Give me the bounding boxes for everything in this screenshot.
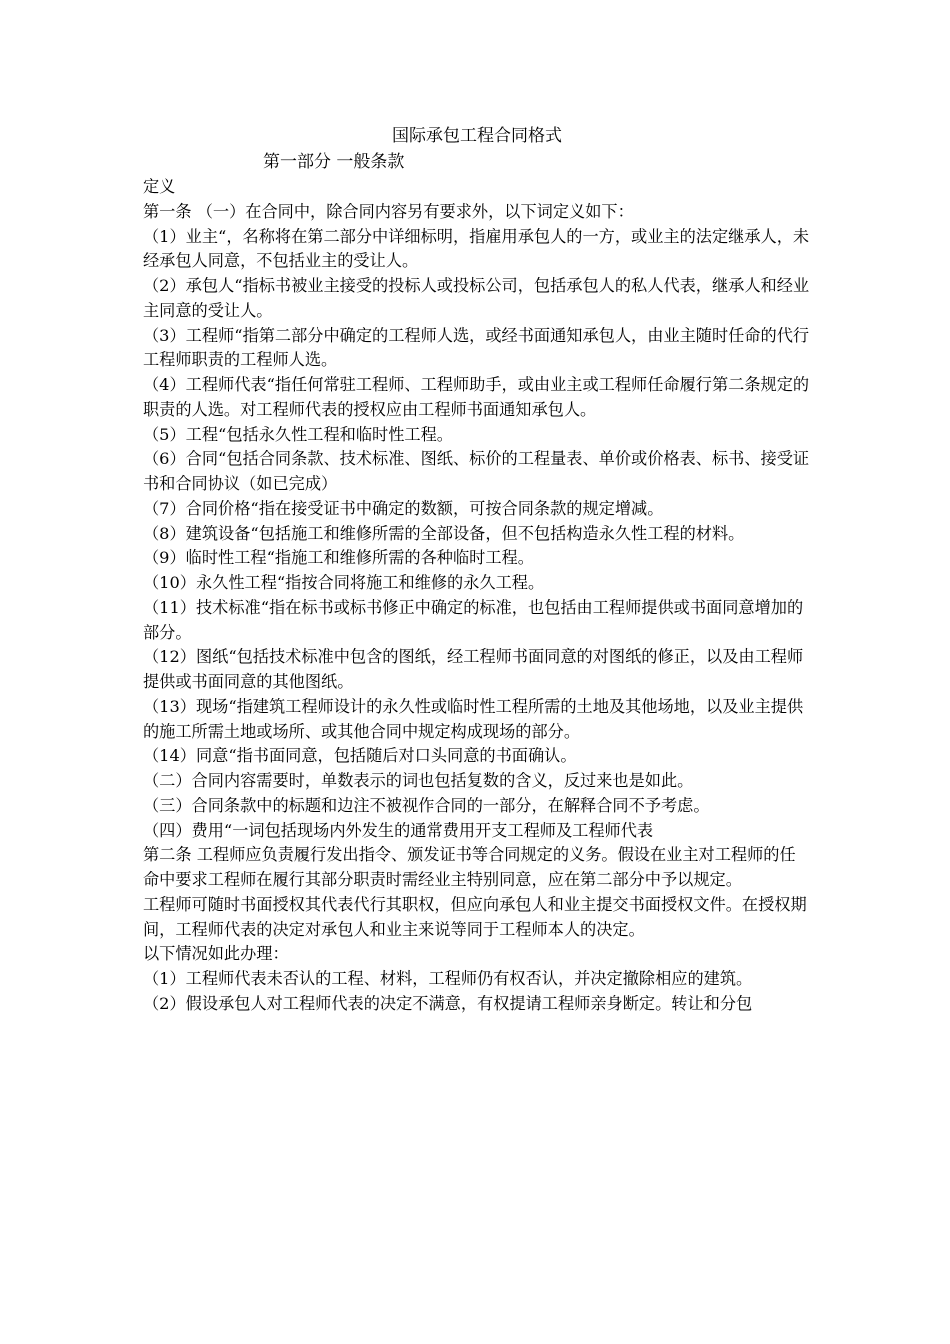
definition-temporary-works: （9）临时性工程“指施工和维修所需的各种临时工程。 — [143, 548, 534, 568]
definition-equipment: （8）建筑设备“包括施工和维修所需的全部设备，但不包括构造永久性工程的材料。 — [143, 523, 745, 543]
document-title: 国际承包工程合同格式 — [392, 126, 562, 146]
clause-headings: （三）合同条款中的标题和边注不被视作合同的一部分，在解释合同不予考虑。 — [143, 795, 710, 815]
clause-costs: （四）费用“一词包括现场内外发生的通常费用开支工程师及工程师代表 — [143, 820, 654, 840]
definition-permanent-works: （10）永久性工程“指按合同将施工和维修的永久工程。 — [143, 573, 545, 592]
definition-contract-price: （7）合同价格“指在接受证书中确定的数额，可按合同条款的规定增减。 — [143, 498, 664, 518]
definition-engineer: （3）工程师“指第二部分中确定的工程师人选，或经书面通知承包人，由业主随时任命的代行工程师职责的工程师人选。 — [143, 325, 810, 370]
definition-specification: （11）技术标准“指在标书或标书修正中确定的标准，也包括由工程师提供或书面同意增加的部分。 — [143, 597, 804, 642]
article-2: 第二条 工程师应负责履行发出指令、颁发证书等合同规定的义务。假设在业主对工程师的任命中要求工程师在履行其部分职责时需经业主特别同意，应在第二部分中予以规定。 — [143, 845, 796, 889]
article-2-delegation: 工程师可随时书面授权其代表代行其职权，但应向承包人和业主提交书面授权文件。在授权期间，工程师代表的决定对承包人和业主来说等同于工程师本人的决定。 — [143, 894, 807, 939]
article-2-procedure-heading: 以下情况如此办理： — [143, 944, 289, 964]
definition-works: （5）工程“包括永久性工程和临时性工程。 — [143, 424, 453, 444]
clause-singular-plural: （二）合同内容需要时，单数表示的词也包括复数的含义，反过来也是如此。 — [143, 771, 694, 790]
article-2-item-2: （2）假设承包人对工程师代表的决定不满意，有权提请工程师亲身断定。转让和分包 — [143, 993, 753, 1013]
definition-engineer-representative: （4）工程师代表“指任何常驻工程师、工程师助手，或由业主或工程师任命履行第二条规定的职责的人选。对工程师代表的授权应由工程师书面通知承包人。 — [143, 375, 810, 419]
definition-contract: （6）合同“包括合同条款、技术标准、图纸、标价的工程量表、单价或价格表、标书、接受证书和合同协议（如已完成） — [143, 449, 810, 493]
definition-site: （13）现场“指建筑工程师设计的永久性或临时性工程所需的土地及其他场地，以及业主提供的施工所需土地或场所、或其他合同中规定构成现场的部分。 — [143, 696, 804, 741]
document-subtitle: 第一部分 一般条款 — [263, 152, 405, 172]
definition-contractor: （2）承包人“指标书被业主接受的投标人或投标公司，包括承包人的私人代表，继承人和经业主同意的受让人。 — [143, 276, 810, 320]
definition-approval: （14）同意“指书面同意，包括随后对口头同意的书面确认。 — [143, 746, 577, 766]
document-body — [143, 175, 811, 1017]
article-1-intro: 第一条 （一）在合同中，除合同内容另有要求外，以下词定义如下： — [143, 201, 634, 221]
definition-drawings: （12）图纸“包括技术标准中包含的图纸，经工程师书面同意的对图纸的修正，以及由工程师提供或书面同意的其他图纸。 — [143, 647, 804, 691]
section-heading-definitions: 定义 — [143, 177, 176, 196]
definition-owner: （1）业主“，名称将在第二部分中详细标明，指雇用承包人的一方，或业主的法定继承人，未经承包人同意，不包括业主的受让人。 — [143, 226, 810, 271]
article-2-item-1: （1）工程师代表未否认的工程、材料，工程师仍有权否认，并决定撤除相应的建筑。 — [143, 969, 753, 988]
